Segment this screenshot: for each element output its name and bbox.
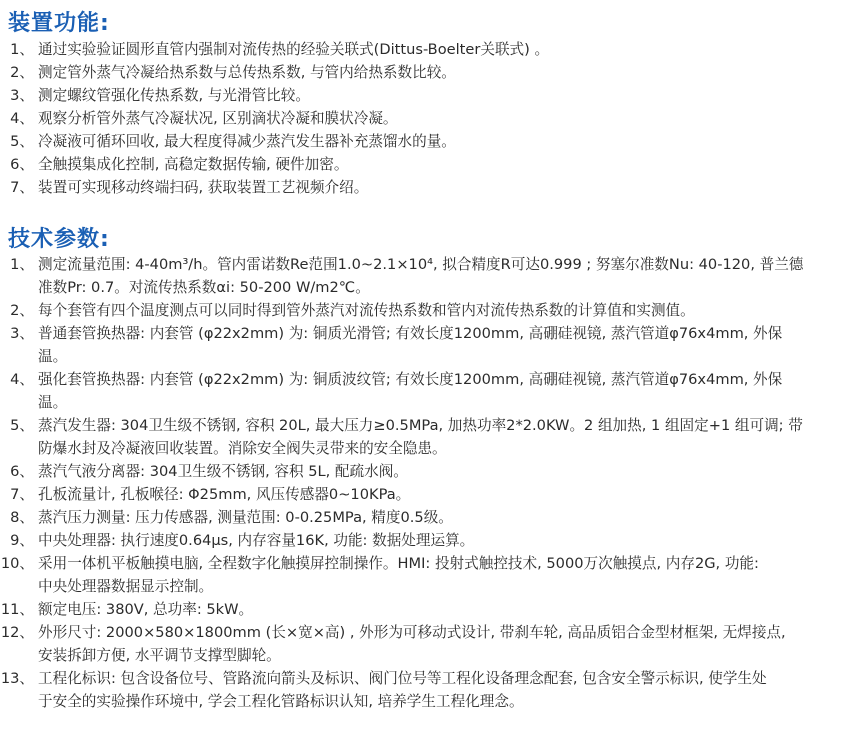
item-number: 5、	[10, 417, 34, 434]
item-text-line: 温。	[38, 348, 68, 365]
list-item	[0, 322, 861, 368]
item-number: 2、	[10, 64, 34, 81]
item-text	[38, 253, 861, 299]
item-number: 8、	[10, 509, 34, 526]
item-text	[38, 176, 861, 199]
item-number: 11、	[0, 601, 34, 618]
item-text	[38, 130, 861, 153]
item-text	[38, 529, 861, 552]
item-text	[38, 598, 861, 621]
list-item	[0, 253, 861, 299]
item-text-line: 蒸汽压力测量: 压力传感器, 测量范围: 0-0.25MPa, 精度0.5级。	[38, 509, 453, 526]
item-text-line: 强化套管换热器: 内套管 (φ22x2mm) 为: 铜质波纹管; 有效长度1200mm, 高硼硅视镜, 蒸汽管道φ76x4mm, 外保	[38, 371, 783, 388]
item-text	[38, 460, 861, 483]
list-item	[0, 107, 861, 130]
list-item	[0, 506, 861, 529]
item-text	[38, 368, 861, 414]
list-item	[0, 176, 861, 199]
item-text-line: 中央处理器数据显示控制。	[38, 578, 214, 595]
item-text-line: 采用一体机平板触摸电脑, 全程数字化触摸屏控制操作。HMI: 投射式触控技术, 5000万次触摸点, 内存2G, 功能:	[38, 555, 759, 572]
item-number: 6、	[10, 156, 34, 173]
item-number: 3、	[10, 87, 34, 104]
item-text	[38, 506, 861, 529]
list-item	[0, 414, 861, 460]
item-text-line: 孔板流量计, 孔板喉径: Φ25mm, 风压传感器0~10KPa。	[38, 486, 411, 503]
item-text-line: 测定管外蒸气冷凝给热系数与总传热系数, 与管内给热系数比较。	[38, 64, 456, 81]
item-text	[38, 38, 861, 61]
item-text	[38, 84, 861, 107]
item-number: 5、	[10, 133, 34, 150]
features-list	[0, 38, 861, 199]
item-text-line: 安装拆卸方便, 水平调节支撑型脚轮。	[38, 647, 281, 664]
item-number: 10、	[0, 555, 34, 572]
list-item	[0, 598, 861, 621]
list-item	[0, 368, 861, 414]
item-number: 12、	[0, 624, 34, 641]
list-item	[0, 153, 861, 176]
item-text	[38, 414, 861, 460]
item-number: 4、	[10, 110, 34, 127]
specs-title: 技术参数:	[8, 227, 110, 252]
item-text	[38, 667, 861, 713]
item-text-line: 测定流量范围: 4-40m³/h。管内雷诺数Re范围1.0~2.1×10⁴, 拟合精度R可达0.999 ; 努塞尔准数Nu: 40-120, 普兰德	[38, 256, 804, 273]
item-number: 3、	[10, 325, 34, 342]
item-text	[38, 299, 861, 322]
list-item	[0, 299, 861, 322]
item-text	[38, 107, 861, 130]
item-number: 4、	[10, 371, 34, 388]
list-item	[0, 130, 861, 153]
item-text-line: 额定电压: 380V, 总功率: 5kW。	[38, 601, 254, 618]
list-item	[0, 621, 861, 667]
list-item	[0, 460, 861, 483]
item-text-line: 于安全的实验操作环境中, 学会工程化管路标识认知, 培养学生工程化理念。	[38, 693, 524, 710]
item-number: 2、	[10, 302, 34, 319]
list-item	[0, 552, 861, 598]
list-item	[0, 529, 861, 552]
list-item	[0, 84, 861, 107]
specs-list	[0, 253, 861, 713]
item-text-line: 外形尺寸: 2000×580×1800mm (长×宽×高) , 外形为可移动式设计, 带刹车轮, 高品质铝合金型材框架, 无焊接点,	[38, 624, 786, 641]
item-text	[38, 621, 861, 667]
item-text-line: 蒸汽气液分离器: 304卫生级不锈钢, 容积 5L, 配疏水阀。	[38, 463, 408, 480]
item-text-line: 观察分析管外蒸气冷凝状况, 区别滴状冷凝和膜状冷凝。	[38, 110, 398, 127]
list-item	[0, 38, 861, 61]
item-number: 6、	[10, 463, 34, 480]
item-text-line: 中央处理器: 执行速度0.64μs, 内存容量16K, 功能: 数据处理运算。	[38, 532, 475, 549]
item-number: 7、	[10, 486, 34, 503]
list-item	[0, 483, 861, 506]
item-text-line: 装置可实现移动终端扫码, 获取装置工艺视频介绍。	[38, 179, 369, 196]
item-number: 13、	[0, 670, 34, 687]
item-text-line: 普通套管换热器: 内套管 (φ22x2mm) 为: 铜质光滑管; 有效长度1200mm, 高硼硅视镜, 蒸汽管道φ76x4mm, 外保	[38, 325, 783, 342]
item-text-line: 蒸汽发生器: 304卫生级不锈钢, 容积 20L, 最大压力≥0.5MPa, 加热功率2*2.0KW。2 组加热, 1 组固定+1 组可调; 带	[38, 417, 803, 434]
list-item	[0, 667, 861, 713]
item-text-line: 工程化标识: 包含设备位号、管路流向箭头及标识、阀门位号等工程化设备理念配套, 包含安全警示标识, 使学生处	[38, 670, 767, 687]
item-text-line: 温。	[38, 394, 68, 411]
item-number: 1、	[10, 41, 34, 58]
item-number: 7、	[10, 179, 34, 196]
item-text	[38, 322, 861, 368]
item-text-line: 准数Pr: 0.7。对流传热系数αi: 50-200 W/m2℃。	[38, 279, 370, 296]
item-text	[38, 483, 861, 506]
item-text-line: 测定螺纹管强化传热系数, 与光滑管比较。	[38, 87, 310, 104]
list-item	[0, 61, 861, 84]
item-text-line: 通过实验验证圆形直管内强制对流传热的经验关联式(Dittus-Boelter关联式) 。	[38, 41, 550, 58]
item-text	[38, 61, 861, 84]
item-text	[38, 153, 861, 176]
item-text	[38, 552, 861, 598]
features-title: 装置功能:	[8, 11, 110, 36]
item-text-line: 全触摸集成化控制, 高稳定数据传输, 硬件加密。	[38, 156, 349, 173]
item-text-line: 每个套管有四个温度测点可以同时得到管外蒸汽对流传热系数和管内对流传热系数的计算值和实测值。	[38, 302, 695, 319]
item-text-line: 防爆水封及冷凝液回收装置。消除安全阀失灵带来的安全隐患。	[38, 440, 447, 457]
item-number: 1、	[10, 256, 34, 273]
item-text-line: 冷凝液可循环回收, 最大程度得减少蒸汽发生器补充蒸馏水的量。	[38, 133, 456, 150]
item-number: 9、	[10, 532, 34, 549]
